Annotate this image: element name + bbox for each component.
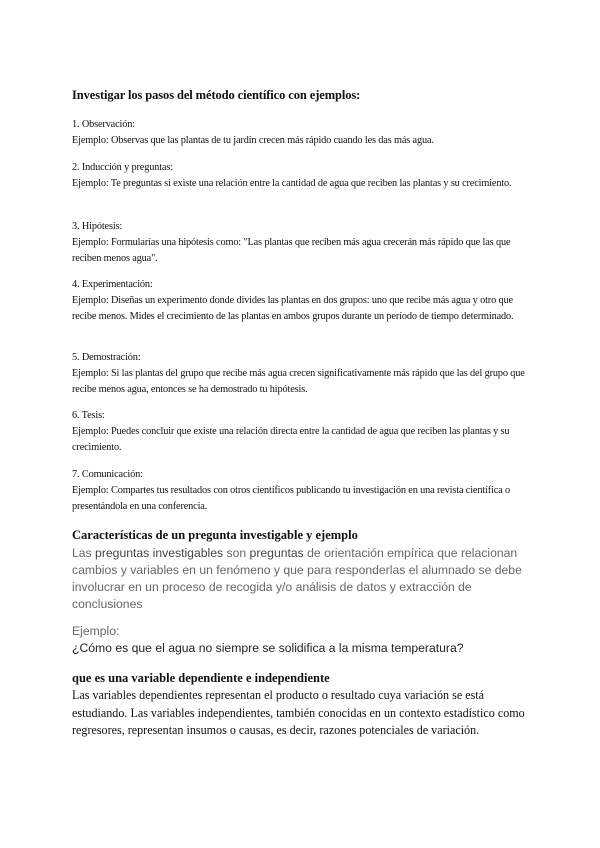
example-label: Ejemplo:	[72, 624, 120, 638]
step-demostracion	[72, 350, 532, 398]
step-example: Ejemplo: Observas que las plantas de tu jardín crecen más rápido cuando les das más agua.	[72, 135, 434, 146]
step-title: 1. Observación:	[72, 119, 135, 130]
para-text: de orientación empírica que relacionan cambios y variables en un fenómeno y que para responderlas el alumnado se debe involucrar en un proceso de recogida y/o análisis de datos y extracción de conclusiones	[72, 546, 522, 611]
para-text: son	[223, 546, 250, 560]
section-title-variables: que es una variable dependiente e independiente	[72, 671, 330, 685]
para-highlight: preguntas investigables	[95, 546, 224, 560]
step-title: 5. Demostración:	[72, 352, 141, 363]
page-heading: Investigar los pasos del método científico con ejemplos:	[72, 88, 361, 102]
step-example: Ejemplo: Puedes concluir que existe una relación directa entre la cantidad de agua que reciben las plantas y su crecimiento.	[72, 426, 510, 453]
example-block	[72, 623, 532, 657]
step-example: Ejemplo: Si las plantas del grupo que recibe más agua crecen significativamente más rápido que las del grupo que recibe menos agua, entonces se ha demostrado tu hipótesis.	[72, 368, 525, 395]
step-example: Ejemplo: Te preguntas si existe una relación entre la cantidad de agua que reciben las plantas y su crecimiento.	[72, 178, 512, 189]
step-experimentacion	[72, 277, 532, 325]
step-title: 6. Tesis:	[72, 410, 105, 421]
para-text: Las	[72, 546, 96, 560]
step-observacion	[72, 117, 532, 149]
example-question: ¿Cómo es que el agua no siempre se solidifica a la misma temperatura?	[72, 641, 464, 655]
step-title: 4. Experimentación:	[72, 279, 153, 290]
section-title-pregunta-investigable: Características de un pregunta investigable y ejemplo	[72, 528, 358, 542]
step-induccion	[72, 160, 532, 192]
para-highlight: preguntas	[249, 546, 304, 560]
step-title: 7. Comunicación:	[72, 469, 143, 480]
step-hipotesis	[72, 219, 532, 267]
step-title: 2. Inducción y preguntas:	[72, 162, 173, 173]
pregunta-investigable-paragraph	[72, 545, 532, 613]
step-example: Ejemplo: Diseñas un experimento donde divides las plantas en dos grupos: uno que recibe más agua y otro que recibe menos. Mides el crecimiento de las plantas en ambos grupos durante un período de tiempo determinado.	[72, 295, 514, 322]
step-title: 3. Hipótesis:	[72, 221, 123, 232]
step-tesis	[72, 408, 532, 456]
step-example: Ejemplo: Formularías una hipótesis como: "Las plantas que reciben más agua crecerán más rápido que las que reciben menos agua".	[72, 237, 511, 264]
step-example: Ejemplo: Compartes tus resultados con otros científicos publicando tu investigación en una revista científica o presentándola en una conferencia.	[72, 485, 511, 512]
step-comunicacion	[72, 467, 532, 515]
variables-paragraph: Las variables dependientes representan el producto o resultado cuya variación se está estudiando. Las variables independientes, también conocidas en un contexto estadístico como regresores, representan insumos o causas, es decir, razones potenciales de variación.	[72, 688, 525, 737]
